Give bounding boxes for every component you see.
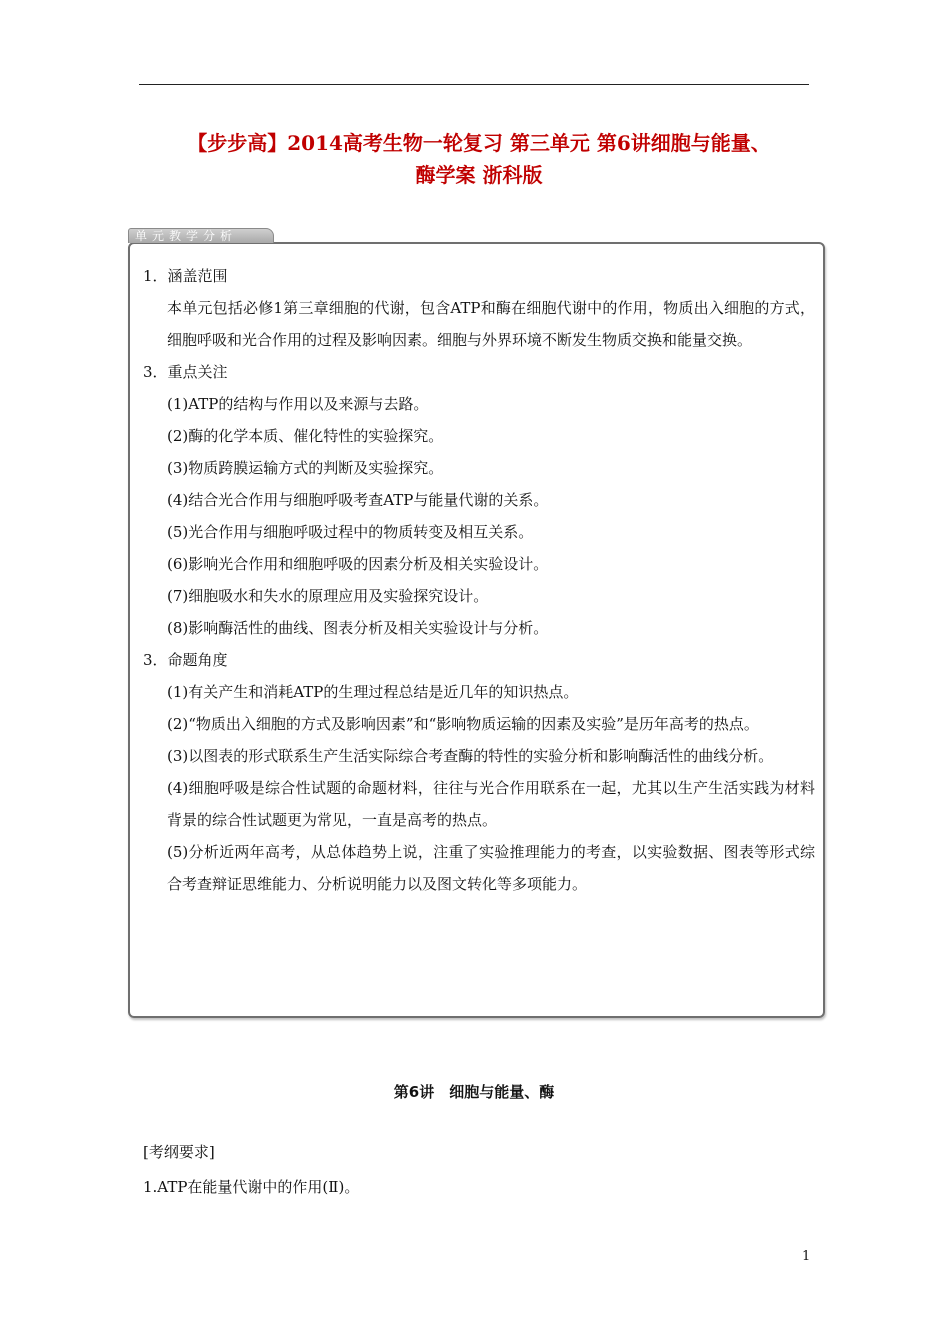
requirements-label: [考纲要求] — [143, 1143, 215, 1161]
list-item: (2)“物质出入细胞的方式及影响因素”和“影响物质运输的因素及实验”是历年高考的热点。 — [167, 715, 759, 733]
list-item: (4)结合光合作用与细胞呼吸考查ATP与能量代谢的关系。 — [167, 491, 549, 509]
section-heading: 3．重点关注 — [143, 363, 228, 381]
list-item: (5)光合作用与细胞呼吸过程中的物质转变及相互关系。 — [167, 523, 534, 541]
header-rule — [139, 84, 809, 85]
list-item: (5)分析近两年高考，从总体趋势上说，注重了实验推理能力的考查，以实验数据、图表等形式综合考查辩证思维能力、分析说明能力以及图文转化等多项能力。 — [167, 843, 815, 893]
title-line-1: 【步步高】2014高考生物一轮复习 第三单元 第6讲细胞与能量、 — [187, 131, 771, 155]
unit-analysis-tab: 单元教学分析 — [128, 228, 274, 243]
title-line-2: 酶学案 浙科版 — [415, 163, 543, 187]
list-item: (1)ATP的结构与作用以及来源与去路。 — [167, 395, 429, 413]
list-item: (1)有关产生和消耗ATP的生理过程总结是近几年的知识热点。 — [167, 683, 579, 701]
list-item: (3)物质跨膜运输方式的判断及实验探究。 — [167, 459, 444, 477]
document-title — [139, 127, 819, 191]
section-paragraph: 本单元包括必修1第三章细胞的代谢，包含ATP和酶在细胞代谢中的作用，物质出入细胞的方式，细胞呼吸和光合作用的过程及影响因素。细胞与外界环境不断发生物质交换和能量交换。 — [167, 299, 815, 349]
section-focus — [139, 356, 815, 644]
section-scope — [139, 260, 815, 356]
list-item: (2)酶的化学本质、催化特性的实验探究。 — [167, 427, 444, 445]
section-angles — [139, 644, 815, 900]
section-heading: 3．命题角度 — [143, 651, 228, 669]
section-heading: 1．涵盖范围 — [143, 267, 228, 285]
list-item: (7)细胞吸水和失水的原理应用及实验探究设计。 — [167, 587, 489, 605]
list-item: (4)细胞呼吸是综合性试题的命题材料，往往与光合作用联系在一起，尤其以生产生活实践为材料背景的综合性试题更为常见，一直是高考的热点。 — [167, 779, 815, 829]
lecture-title: 第6讲 细胞与能量、酶 — [393, 1083, 555, 1101]
list-item: (6)影响光合作用和细胞呼吸的因素分析及相关实验设计。 — [167, 555, 549, 573]
requirement-item: 1.ATP在能量代谢中的作用(Ⅱ)。 — [143, 1178, 360, 1196]
unit-analysis-content — [139, 260, 815, 900]
page-number: 1 — [802, 1249, 811, 1264]
list-item: (3)以图表的形式联系生产生活实际综合考查酶的特性的实验分析和影响酶活性的曲线分析。 — [167, 747, 774, 765]
list-item: (8)影响酶活性的曲线、图表分析及相关实验设计与分析。 — [167, 619, 549, 637]
